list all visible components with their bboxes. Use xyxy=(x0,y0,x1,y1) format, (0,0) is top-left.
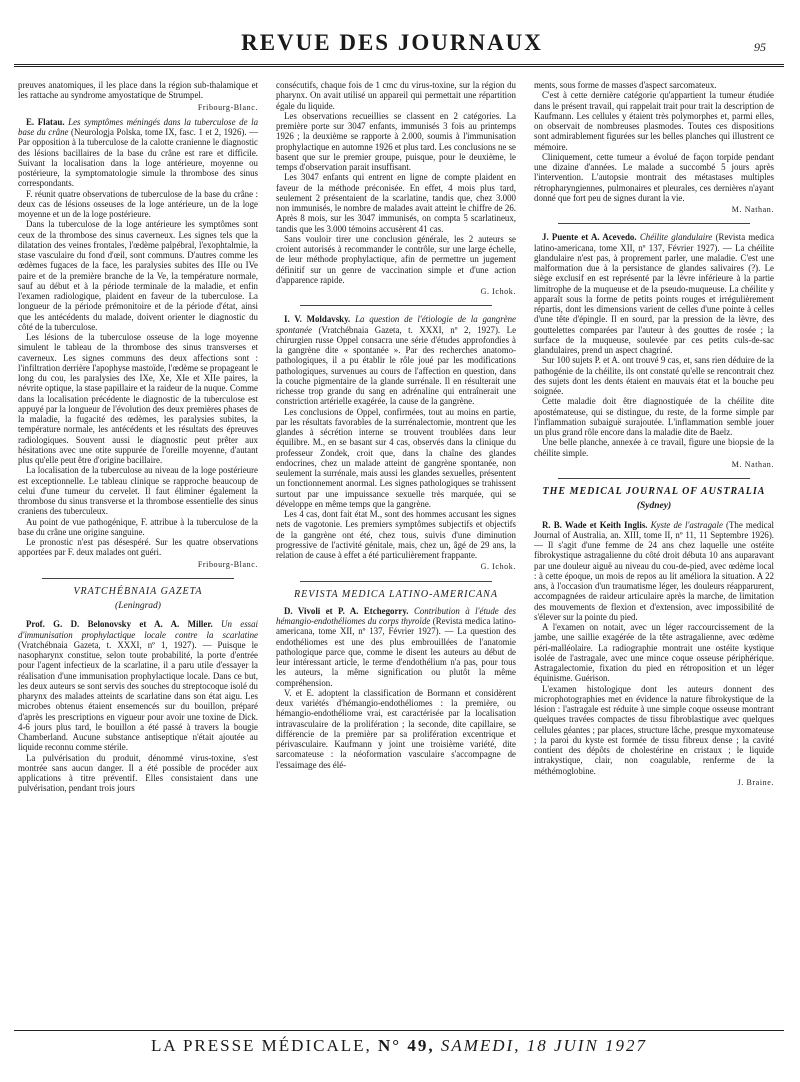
article-reference: (Revista medica latino-americana, tome XII, nº 137, Février 1927). — La question des endothéliomes est une des plus embrouillées de l'anatomie pathologique parce que, comme le disent les auteurs au début de leur intéressant article, le terme d'endothélium n'a pas, pour tous les auteurs, la même signification ou plutôt la même compréhension. xyxy=(276,616,516,688)
article-title: Kyste de l'astragale xyxy=(650,519,723,530)
article-author: E. Flatau. xyxy=(26,116,65,127)
article-reference: (Vratchébnaia Gazeta, t. XXXI, nº 2, 1927). Le chirurgien russe Oppel consacra une série d'études approfondies à la gangrène dite « spontanée ». Par des recherches anatomo-pathologiques, il a pu établir le rôle joué par les modifications pathologiques, survenues au cours de l'affection en question, dans la couche pigmentaire de la glande surrénale. Il en résulterait une richesse trop grande du sang en adrénaline qui entraînerait une constriction artérielle exagérée, la cause de la gangrène. xyxy=(276,324,517,407)
journal-section-title: REVUE DES JOURNAUX xyxy=(241,30,543,55)
article-title: Contribution à l'étude des hémangio-endothéliomes du corps thyroïde xyxy=(276,605,516,626)
paragraph: Les 3047 enfants qui entrent en ligne de compte plaident en faveur de la méthode préconisée. En effet, 4 mois plus tard, seulement 2 présentaient de la scarlatine, tandis que, chez 3.000 non immunisés, le nombre de malades avait atteint le chiffre de 26. Après 8 mois, sur les 3047 immunisés, on compta 5 scarlatineux, tandis que les 3.000 témoins accusèrent 41 cas. xyxy=(276,172,516,234)
journal-heading: VRATCHÉBNAIA GAZETA xyxy=(73,585,203,597)
article-reference: (The medical Journal of Australia, an. XIII, tome II, nº 11, 11 Septembre 1926). — Il s'agit d'une femme de 24 ans chez laquelle une ostéite fibrokystique astragalienne du côté droit débuta 10 ans auparavant par une douleur aiguë au niveau du cou-de-pied, avec œdème local : à cette époque, un mois de repos au lit améliora la situation. A 22 ans, à l'occasion d'un traumatisme léger, les douleurs réapparurent, accompagnées de raideur articulaire après la marche, de limitation des mouvements de flexion et d'extension, avec impossibilité de s'élever sur la pointe du pied. xyxy=(534,519,775,622)
column-2 xyxy=(276,80,516,770)
article-reference: (Revista medica latino-americana, tome XII, nº 137, Février 1927). — La chéilite glandulaire n'est pas, à proprement parler, une maladie. C'est une malformation due à la persistance de glandes salivaires (?). Le siège exclusif en est représenté par la lèvre inférieure à la partie limitrophe de la muqueuse et de la pseudo-muqueuse. La chéilite y apparaît sous la forme de petits points rouges et irrégulièrement répartis, dont les dimensions varient de celles d'une pointe à celles d'une tête d'épingle. Il en sourd, par la pression de la lèvre, des gouttelettes comparées par l'auteur à des gouttes de rosée ; la surface de la muqueuse, soulevée par ces petits culs-de-sac glandulaires, prend un aspect chagriné. xyxy=(534,232,775,355)
article-author: I. V. Moldavsky. xyxy=(284,314,351,325)
article-reference: (Neurologja Polska, tome IX, fasc. 1 et 2, 1926). — Par opposition à la tuberculose de la calotte cranienne le diagnostic des lésions bacillaires de la base du crâne est rare et difficile. Suivant la localisation dans la loge antérieure, moyenne ou postérieure, la symptomatologie simule la thrombose des sinus correspondants. xyxy=(18,127,258,189)
page-footer xyxy=(14,1036,784,1056)
paragraph: La pulvérisation du produit, dénommé virus-toxine, s'est montrée sans aucun danger. Il a été possible de procéder aux applications à titre préventif. Elles consistaient dans une pulvérisation, pendant trois jours xyxy=(18,752,258,794)
footer-rule xyxy=(14,1030,784,1031)
paragraph: preuves anatomiques, il les place dans la région sub-thalamique et les rattache au syndrome amyostatique de Strumpel. xyxy=(18,80,258,101)
paragraph: La localisation de la tuberculose au niveau de la loge postérieure est exceptionnelle. Le tableau clinique se rapproche beaucoup de celui d'une tumeur du cervelet. Il faut éliminer également la thrombose du sinus transverse et la thrombose essentielle des sinus craniens des tuberculeux. xyxy=(18,465,258,517)
paragraph: Cette maladie doit être diagnostiquée de la chéilite dite apostémateuse, qui se distingue, du reste, de la forme simple par l'inflammation subaiguë surajoutée. L'inflammation semble jouer un plus grand rôle encore dans la maladie dite de Baelz. xyxy=(534,396,774,437)
signature: Fribourg-Blanc. xyxy=(197,559,258,569)
article-vivoli xyxy=(276,606,516,688)
column-3 xyxy=(534,80,774,792)
article-title: La question de l'étiologie de la gangrène spontanée xyxy=(276,314,516,335)
section-divider xyxy=(558,223,750,224)
paragraph: F. réunit quatre observations de tuberculose de la base du crâne : deux cas de lésions osseuses de la loge antérieure, un de la loge moyenne et un de la loge postérieure. xyxy=(18,188,258,219)
paragraph: Sur 100 sujets P. et A. ont trouvé 9 cas, et, sans rien déduire de la pathogénie de la chéilite, ils ont constaté qu'elle se rencontrait chez des sujets dont les dents étaient en mauvais état et la bouche peu soignée. xyxy=(534,355,774,396)
journal-location: (Leningrad) xyxy=(115,601,161,611)
header-rule xyxy=(14,64,784,67)
column-1 xyxy=(18,80,258,794)
page-number: 95 xyxy=(754,40,766,54)
paragraph: Les 4 cas, dont fait état M., sont des hommes accusant les signes nets de vagotonie. Les premiers symptômes subjectifs et objectifs de la gangrène ont été, chez tous, suivis d'une diminution progressive de l'activité génitale, mais, chez un, âgé de 29 ans, la relation de cause à effet a été particulièrement frappante. xyxy=(276,509,516,560)
article-author: D. Vivoli et P. A. Etchegorry. xyxy=(284,605,409,616)
paragraph: consécutifs, chaque fois de 1 cmc du virus-toxine, sur la région du pharynx. On avait utilisé un appareil qui permettait une répartition égale du liquide. xyxy=(276,80,516,111)
paragraph: Au point de vue pathogénique, F. attribue à la tuberculose de la base du crâne une origine sanguine. xyxy=(18,516,258,537)
article-author: Prof. G. D. Belonovsky et A. A. Miller. xyxy=(26,619,213,630)
paragraph: Une belle planche, annexée à ce travail, figure une biopsie de la chéilite simple. xyxy=(534,437,774,458)
journal-heading: THE MEDICAL JOURNAL OF AUSTRALIA xyxy=(542,486,766,497)
article-author: R. B. Wade et Keith Inglis. xyxy=(542,519,648,530)
article-author: J. Puente et A. Acevedo. xyxy=(542,232,637,243)
journal-heading: REVISTA MEDICA LATINO-AMERICANA xyxy=(294,588,498,600)
article-reference: (Vratchébnaia Gazeta, t. XXXI, nº 1, 1927). — Puisque le nasopharynx constitue, selon toute probabilité, la porte d'entrée pour l'agent infectieux de la scarlatine, il a paru utile d'essayer la réalisation d'une immunisation prophylactique locale. Dans ce but, les deux auteurs se sont servis des souches du streptocoque isolé du pharynx des malades atteints de scarlatine dans son état aigu. Les microbes obtenus étaient ensemencés sur du bouillon, préparé d'après les prescriptions en vigueur pour avoir une toxine de Dick. 4-6 jours plus tard, le bouillon a été passé à travers la bougie Chamberland. Aucune substance antiseptique n'était ajoutée au liquide reconnu comme stérile. xyxy=(18,639,258,753)
running-header xyxy=(14,30,770,60)
article-flatau xyxy=(18,117,258,189)
signature: G. Ichok. xyxy=(480,562,516,572)
section-divider xyxy=(300,581,492,582)
paragraph: V. et E. adoptent la classification de Bormann et considèrent deux variétés d'hémangio-endothéliomes : la première, ou hémangio-endothéliome vrai, est caractérisée par la localisation intravasculaire de la prolifération ; la seconde, dite capillaire, se différencie de la première par sa prolifération excentrique et périvasculaire. Kaufmann y joint une troisième variété, dite sarcomateuse : la néoformation vasculaire s'accompagne de l'essaimage des élé- xyxy=(276,687,516,770)
article-puente xyxy=(534,232,774,355)
article-title: Chéilite glandulaire xyxy=(639,232,713,243)
footer-issue-number: N° 49, xyxy=(378,1036,435,1055)
paragraph: Le pronostic n'est pas désespéré. Sur les quatre observations apportées par F. deux malades ont guéri. xyxy=(18,537,258,558)
section-divider xyxy=(42,578,234,579)
footer-journal-name: LA PRESSE MÉDICALE, xyxy=(150,1036,372,1055)
article-title: Un essai d'immunisation prophylactique locale contre la scarlatine xyxy=(18,619,258,640)
paragraph: Dans la tuberculose de la loge antérieure les symptômes sont ceux de la thrombose des sinus caverneux. Les signes tels que la dilatation des veines frontales, l'œdème palpébral, l'exophtalmie, la stase vasculaire du fond d'œil, sont communs. D'autres comme les œdèmes fugaces de la face, les paralysies subites des IIIe ou IVe paire et de la première branche de la Ve, la température normale, sauf au début et à la période terminale de la maladie, et enfin l'examen radiologique, plaident en faveur de la tuberculose. La longueur de la période prémonitoire et de la période d'état, ainsi que les antécédents du malade, doivent orienter le diagnostic du côté de la tuberculose. xyxy=(18,219,258,332)
paragraph: Cliniquement, cette tumeur a évolué de façon torpide pendant une dizaine d'années. Le malade a succombé 5 jours après l'intervention. L'autopsie montrait des métastases multiples rétropharyngiennes, pulmonaires et pleurales, ces dernières n'ayant donné que fort peu de signes durant la vie. xyxy=(534,151,774,203)
paragraph: Les conclusions de Oppel, confirmées, tout au moins en partie, par les résultats favorables de la surrénalectomie, montrent que les glandes à sécrétion interne se trouvent troublées dans leur équilibre. M., en se basant sur 4 cas, observés dans la clinique du professeur Zondek, croit que, dans la chaîne des glandes endocrines, chez un malade atteint de gangrène spontanée, non seulement la surrénale, mais aussi les glandes sexuelles, présentent un fonctionnement anormal. Les signes pathologiques se trahissent surtout par une impuissance sexuelle très marquée, qui se développe en même temps que la gangrène. xyxy=(276,406,516,509)
paragraph: Sans vouloir tirer une conclusion générale, les 2 auteurs se croient autorisés à recommander le contrôle, sur une large échelle, de leur méthode prophylactique, afin de permettre un jugement définitif sur un genre de vaccination simple et d'une action d'apparence rapide. xyxy=(276,233,516,285)
paragraph: Les observations recueillies se classent en 2 catégories. La première porte sur 3047 enfants, immunisés 3 fois au printemps 1926 ; la deuxième se rapporte à 2.000, soumis à l'immunisation prophylactique en automne 1926 et plus tard. Les conclusions ne se basent que sur le premier groupe, puisque, pour le deuxième, le temps d'observation parait insuffisant. xyxy=(276,110,516,172)
article-title: Les symptômes méningés dans la tuberculose de la base du crâne xyxy=(18,116,259,137)
section-divider xyxy=(300,305,492,306)
paragraph: A l'examen on notait, avec un léger raccourcissement de la jambe, une saillie exagérée de la tête astragalienne, avec œdème péri-malléolaire. La radiographie montrait une ostéite kystique isolée de l'astragale, avec une mince coque osseuse périphérique. Astragalectomie, fixation du pied en rétroposition et un léger équinisme. Guérison. xyxy=(534,622,774,684)
paragraph: L'examen histologique dont les auteurs donnent des microphotographies met en évidence la nature fibrokystique de la lésion : l'astragale est réduite à une simple coque osseuse montrant quelques travées compactes de tissu fibroblastique avec quelques cellules géantes ; par places, structure lâche, presque myxomateuse ; la paroi du kyste est formée de tissu fibreux dense ; la cavité contient des dépôts de cholestérine en cristaux ; le liquide intrakystique, clair, non coagulable, renferme de la méthémoglobine. xyxy=(534,683,774,776)
article-moldavsky xyxy=(276,314,516,406)
article-wade xyxy=(534,520,774,623)
paragraph: ments, sous forme de masses d'aspect sarcomateux. xyxy=(534,80,717,90)
signature: Fribourg-Blanc. xyxy=(197,102,258,112)
paragraph: C'est à cette dernière catégorie qu'appartient la tumeur étudiée dans le présent travail, qui rappelait trait pour trait la description de Kaufmann. Les cellules y étaient très polymorphes et, parmi elles, on observait de nombreuses plasmodes. Toutes ces dispositions sont admirablement figurées sur les belles planches qui illustrent ce mémoire. xyxy=(534,90,774,152)
signature: J. Braine. xyxy=(737,777,774,787)
article-belonovsky xyxy=(18,619,258,752)
footer-date: SAMEDI, 18 JUIN 1927 xyxy=(440,1036,648,1055)
signature: M. Nathan. xyxy=(731,205,774,214)
paragraph: Les lésions de la tuberculose osseuse de la loge moyenne simulent le tableau de la thrombose des sinus transverses et caverneux. Les signes communs des deux affections sont : l'infiltration derrière l'apophyse mastoïde, l'œdème se propageant le long du cou, les paralysies des IXe, Xe, XIe et XIIe paires, la névrite optique, la stase papillaire et la raideur de la nuque. Comme dans la localisation précédente le diagnostic de la tuberculose est appuyé par la longueur de l'évolution des deux premières phases de la maladie, la fugacité des œdèmes, les paralysies subites, la température normale, les antécédents et les résultats des épreuves radiologiques. Souvent aussi le diagnostic peut prêter aux hésitations avec une otite suppurée de l'oreille moyenne, d'autant plus qu'elle peut être d'origine bacillaire. xyxy=(18,332,258,465)
section-divider xyxy=(558,478,750,479)
signature: M. Nathan. xyxy=(731,459,774,469)
journal-location: (Sydney) xyxy=(636,501,672,512)
signature: G. Ichok. xyxy=(480,287,516,296)
